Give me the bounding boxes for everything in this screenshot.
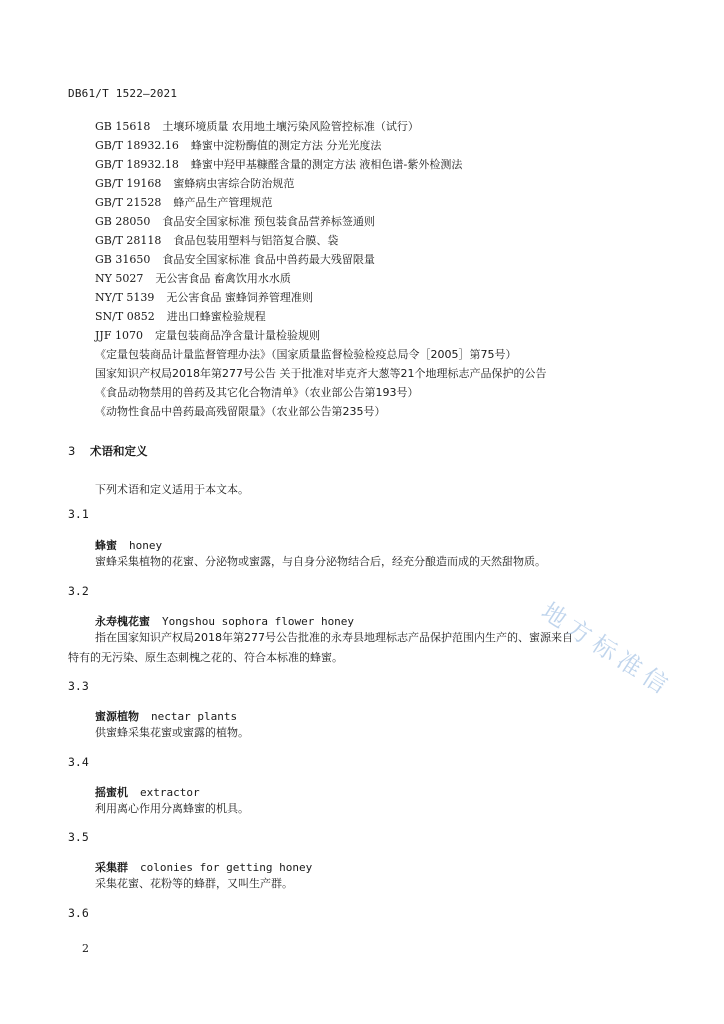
term-number: 3.6 (68, 906, 89, 920)
term-definition: 供蜜蜂采集花蜜或蜜露的植物。 (95, 726, 249, 739)
term-title (95, 859, 312, 875)
term-name-zh: 采集群 (95, 861, 128, 874)
term-title (95, 708, 237, 724)
section-title: 术语和定义 (90, 444, 148, 458)
term-name-en: extractor (140, 786, 200, 799)
term-title (95, 784, 200, 800)
reference-item: 国家知识产权局2018年第277号公告 关于批准对毕克齐大葱等21个地理标志产品保护的公告 (95, 367, 547, 380)
reference-item: 《动物性食品中兽药最高残留限量》（农业部公告第235号） (95, 405, 386, 418)
term-number: 3.2 (68, 584, 89, 598)
term-number: 3.1 (68, 507, 89, 521)
term-number: 3.5 (68, 830, 89, 844)
reference-item: GB/T 19168 蜜蜂病虫害综合防治规范 (95, 177, 295, 190)
section-number: 3 (68, 444, 76, 458)
term-name-zh: 蜜源植物 (95, 710, 139, 723)
term-name-zh: 蜂蜜 (95, 539, 117, 552)
term-definition: 蜜蜂采集植物的花蜜、分泌物或蜜露，与自身分泌物结合后，经充分酿造而成的天然甜物质。 (95, 555, 546, 568)
term-name-zh: 永寿槐花蜜 (95, 615, 150, 628)
term-definition: 指在国家知识产权局2018年第277号公告批准的永寿县地理标志产品保护范围内生产的、蜜源来自 特有的无污染、原生态刺槐之花的、符合本标准的蜂蜜。 (68, 631, 573, 664)
page-number: 2 (82, 942, 89, 955)
normative-references-list (95, 117, 695, 421)
document-code-header: DB61/T 1522—2021 (68, 87, 178, 100)
reference-item: 《食品动物禁用的兽药及其它化合物清单》（农业部公告第193号） (95, 386, 419, 399)
reference-item: GB 15618 土壤环境质量 农用地土壤污染风险管控标准（试行） (95, 120, 419, 133)
section-heading (68, 443, 148, 459)
term-definition: 采集花蜜、花粉等的蜂群，又叫生产群。 (95, 877, 293, 890)
reference-item: 《定量包装商品计量监督管理办法》（国家质量监督检验检疫总局令［2005］第75号） (95, 348, 517, 361)
watermark: 地方标准信 (536, 597, 678, 703)
section-intro: 下列术语和定义适用于本文本。 (95, 483, 249, 496)
term-name-en: nectar plants (151, 710, 238, 723)
term-title (95, 613, 354, 629)
reference-item: GB/T 18932.18 蜂蜜中羟甲基糠醛含量的测定方法 液相色谱-紫外检测法 (95, 158, 463, 171)
reference-item: GB/T 21528 蜂产品生产管理规范 (95, 196, 273, 209)
reference-item: JJF 1070 定量包装商品净含量计量检验规则 (95, 329, 320, 342)
term-definition: 利用离心作用分离蜂蜜的机具。 (95, 802, 249, 815)
reference-item: GB/T 18932.16 蜂蜜中淀粉酶值的测定方法 分光光度法 (95, 139, 382, 152)
reference-item: GB 31650 食品安全国家标准 食品中兽药最大残留限量 (95, 253, 375, 266)
term-title (95, 537, 162, 553)
reference-item: SN/T 0852 进出口蜂蜜检验规程 (95, 310, 266, 323)
term-name-en: Yongshou sophora flower honey (162, 615, 355, 628)
term-number: 3.4 (68, 755, 89, 769)
term-name-en: honey (129, 539, 163, 552)
reference-item: GB/T 28118 食品包装用塑料与铝箔复合膜、袋 (95, 234, 339, 247)
reference-item: GB 28050 食品安全国家标准 预包装食品营养标签通则 (95, 215, 375, 228)
term-name-zh: 摇蜜机 (95, 786, 128, 799)
reference-item: NY/T 5139 无公害食品 蜜蜂饲养管理准则 (95, 291, 313, 304)
term-number: 3.3 (68, 679, 89, 693)
term-name-en: colonies for getting honey (140, 861, 313, 874)
reference-item: NY 5027 无公害食品 畜禽饮用水水质 (95, 272, 291, 285)
